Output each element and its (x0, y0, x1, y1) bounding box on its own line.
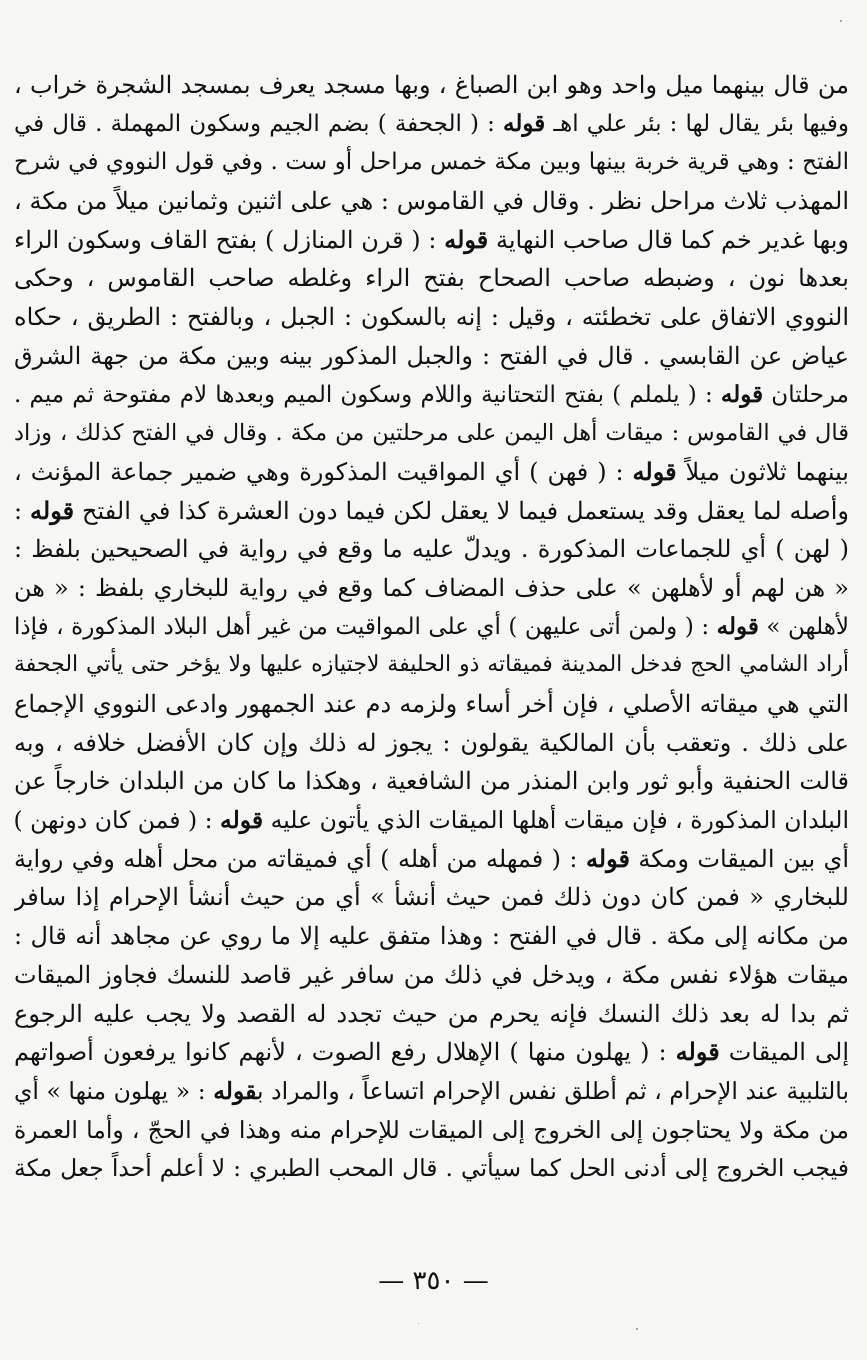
text-line: ( لهن ) أي للجماعات المذكورة . ويدلّ عليه ما وقع في رواية في الصحيحين بلفظ : (14, 535, 849, 564)
text-line: إلى الميقات قوله : ( يهلون منها ) الإهلال رفع الصوت ، لأنهم كانوا يرفعون أصواتهم (14, 1037, 849, 1067)
text-line: قالت الحنفية وأبو ثور وابن المنذر من الشافعية ، وهكذا ما كان من البلدان خارجاً عن (14, 767, 849, 796)
text-line: وفيها بئر يقال لها : بئر علي اهـ قوله : ( الجحفة ) بضم الجيم وسكون المهملة . قال في (14, 109, 849, 137)
keyword-qawluhu: قوله (213, 1076, 257, 1105)
text-line: ميقات هؤلاء نفس مكة ، ويدخل في ذلك من سافر غير قاصد للنسك فجاوز الميقات (14, 960, 849, 989)
page-number: — ٣٥٠ — (378, 1266, 489, 1296)
text-line: ثم بدا له بعد ذلك النسك فإنه يحرم من حيث تجدد له القصد ولا يجب عليه الرجوع (14, 999, 849, 1028)
scan-speck (636, 1328, 638, 1330)
text-line: المهذب ثلاث مراحل نظر . وقال في القاموس : هي على اثنين وثمانين ميلاً من مكة ، (14, 187, 849, 216)
text-line: أي بين الميقات ومكة قوله : ( فمهله من أهله ) أي فميقاته من محل أهله وفي رواية (14, 843, 849, 873)
keyword-qawluhu: قوله (675, 1037, 720, 1067)
text-line: التي هي ميقاته الأصلي ، فإن أخر أساء ولزمه دم عند الجمهور وادعى النووي الإجماع (14, 690, 849, 718)
body-text (14, 66, 849, 1188)
keyword-qawluhu: قوله (30, 495, 75, 525)
keyword-qawluhu: قوله (444, 224, 489, 254)
text-line: لأهلهن » قوله : ( ولمن أتى عليهن ) أي على المواقيت من غير أهل البلاد المذكورة ، فإذا (14, 612, 849, 640)
keyword-qawluhu: قوله (720, 380, 764, 408)
text-line: بعدها نون ، وضبطه صاحب الصحاح بفتح الراء وغلطه صاحب القاموس ، وحكى (14, 264, 849, 293)
text-line: فيجب الخروج إلى أدنى الحل كما سيأتي . قال المحب الطبري : لا أعلم أحداً جعل مكة (14, 1154, 849, 1183)
keyword-qawluhu: قوله (585, 843, 630, 873)
scan-speck (418, 1323, 419, 1324)
text-line: للبخاري « فمن كان دون ذلك فمن حيث أنشأ » أي من حيث أنشأ الإحرام إذا سافر (14, 883, 849, 912)
keyword-qawluhu: قوله (220, 806, 264, 835)
text-line: من قال بينهما ميل واحد وهو ابن الصباغ ، وبها مسجد يعرف بمسجد الشجرة خراب ، (14, 71, 849, 99)
keyword-qawluhu: قوله (716, 612, 759, 640)
scan-speck (840, 20, 842, 22)
text-line: وبها غدير خم كما قال صاحب النهاية قوله : ( قرن المنازل ) بفتح القاف وسكون الراء (14, 224, 849, 254)
text-line: بينهما ثلاثون ميلاً قوله : ( فهن ) أي المواقيت المذكورة وهي ضمير جماعة المؤنث ، (14, 456, 849, 486)
text-line: وأصله لما يعقل وقد يستعمل فيما لا يعقل لكن فيما دون العشرة كذا في الفتح قوله : (14, 495, 849, 525)
text-line: الفتح : وهي قرية خربة بينها وبين مكة خمس مراحل أو ست . وفي قول النووي في شرح (14, 149, 849, 176)
text-line: قال في القاموس : ميقات أهل اليمن على مرحلتين من مكة . وقال في الفتح كذلك ، وزاد (14, 420, 849, 447)
text-line: النووي الاتفاق على تخطئته ، وقيل : إنه بالسكون : الجبل ، وبالفتح : الطريق ، حكاه (14, 303, 849, 332)
text-line: من مكة ولا يحتاجون إلى الخروج إلى الميقات للإحرام منه وهذا في الحجّ ، وأما العمرة (14, 1115, 849, 1144)
text-line: مرحلتان قوله : ( يلملم ) بفتح التحتانية واللام وسكون الميم وبعدها لام مفتوحة ثم ميم . (14, 380, 849, 408)
text-line: بالتلبية عند الإحرام ، ثم أطلق نفس الإحرام اتساعاً ، والمراد بقوله : « يهلون منها » أي (14, 1076, 849, 1105)
text-line: البلدان المذكورة ، فإن ميقات أهلها الميقات الذي يأتون عليه قوله : ( فمن كان دونهن ) (14, 806, 849, 835)
text-line: أراد الشامي الحج فدخل المدينة فميقاته ذو الحليفة لاجتيازه عليها ولا يؤخر حتى يأتي الجحفة (14, 652, 849, 678)
keyword-qawluhu: قوله (632, 456, 677, 486)
text-line: « هن لهم أو لأهلهن » على حذف المضاف كما وقع في رواية للبخاري بلفظ : « هن (14, 573, 849, 602)
text-line: على ذلك . وتعقب بأن المالكية يقولون : يجوز له ذلك وإن كان الأفضل خلافه ، وبه (14, 728, 849, 757)
text-line: عياض عن القابسي . قال في الفتح : والجبل المذكور بينه وبين مكة من جهة الشرق (14, 341, 849, 370)
text-line: من مكانه إلى مكة . قال في الفتح : وهذا متفق عليه إلا ما روي عن مجاهد أنه قال : (14, 922, 849, 951)
keyword-qawluhu: قوله (503, 109, 546, 137)
